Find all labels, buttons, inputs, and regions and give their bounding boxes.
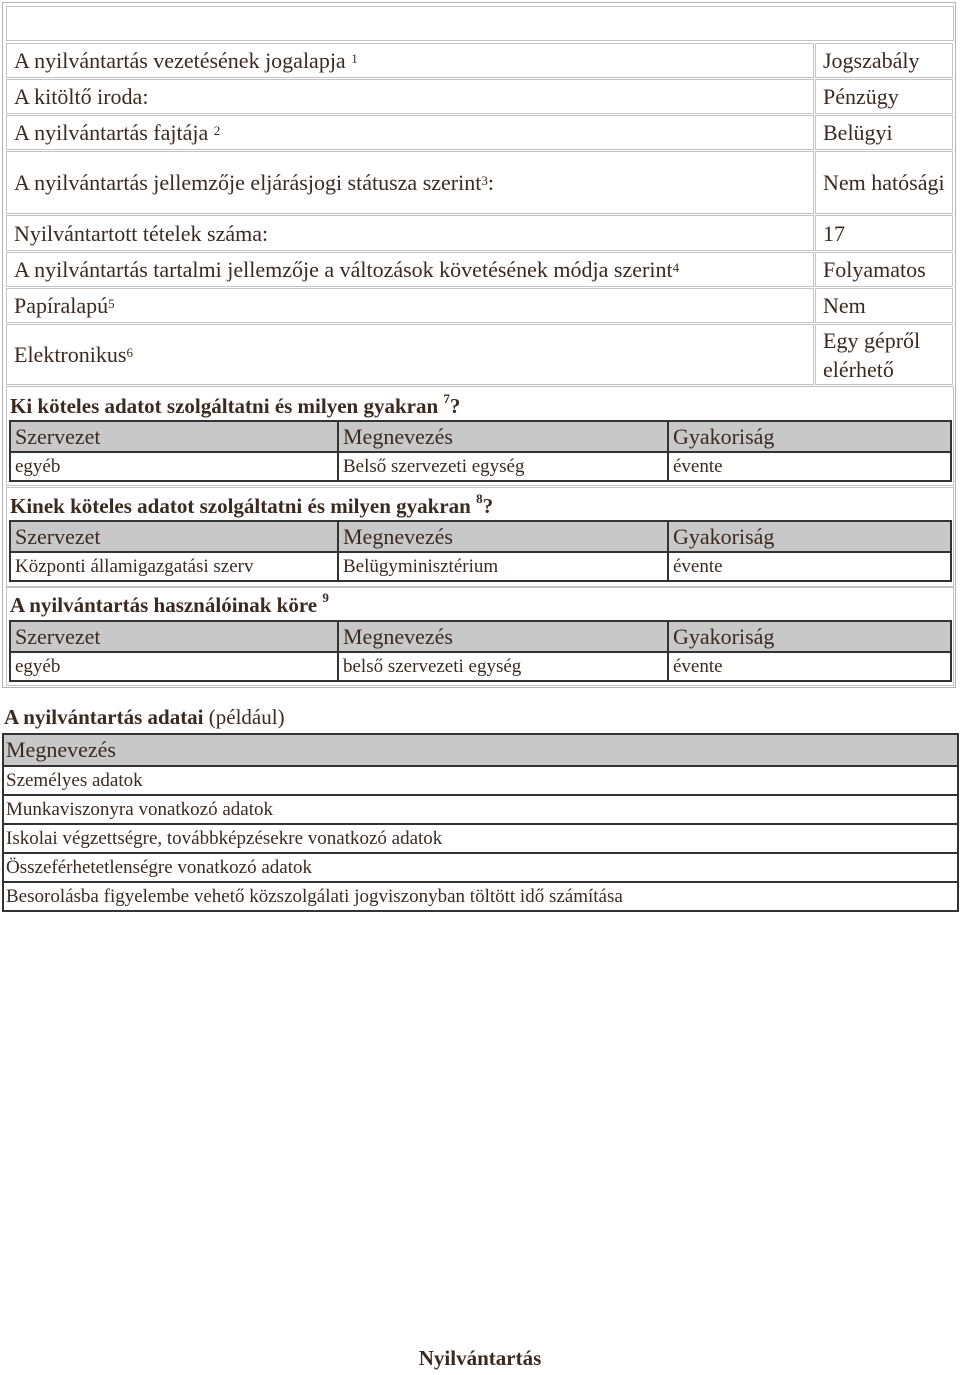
table-row bbox=[3, 795, 958, 824]
table-row bbox=[3, 766, 958, 795]
title-text: Ki köteles adatot szolgáltatni és milyen gyakran bbox=[10, 394, 444, 418]
header-organization: Szervezet bbox=[10, 621, 338, 652]
table-header-row bbox=[10, 521, 951, 552]
row-type-label: A nyilvántartás fajtája $^2$ bbox=[6, 115, 814, 150]
row-paper-label: Papíralapú $^5$ bbox=[6, 288, 814, 323]
row-tracking-label: A nyilvántartás tartalmi jellemzője a változások követésének módja szerint $^4$ bbox=[6, 252, 814, 287]
row-count-value: 17 bbox=[815, 215, 953, 251]
label-suffix: : bbox=[487, 170, 494, 195]
header-frequency: Gyakoriság bbox=[668, 421, 951, 452]
row-electronic-label: Elektronikus $^6$ bbox=[6, 324, 814, 385]
cell-name: Belügyminisztérium bbox=[338, 552, 668, 581]
title-suffix: ? bbox=[482, 494, 494, 518]
data-items-table bbox=[2, 733, 959, 912]
table-header-row bbox=[10, 621, 951, 652]
header-frequency: Gyakoriság bbox=[668, 621, 951, 652]
label-text: A nyilvántartás jellemzője eljárásjogi státusza szerint bbox=[14, 170, 482, 195]
label-text: A nyilvántartás fajtája bbox=[14, 120, 209, 145]
row-electronic-value: Egy gépről elérhető bbox=[815, 324, 953, 385]
section-recipients-table bbox=[9, 520, 952, 582]
data-item: Személyes adatok bbox=[3, 766, 958, 795]
row-tracking-value: Folyamatos bbox=[815, 252, 953, 287]
row-office-label: A kitöltő iroda: bbox=[6, 79, 814, 114]
cell-frequency: évente bbox=[668, 452, 951, 481]
row-legal-basis-value: Jogszabály bbox=[815, 43, 953, 78]
table-row bbox=[10, 452, 951, 481]
title-normal-text: (például) bbox=[203, 705, 285, 729]
table-row bbox=[3, 824, 958, 853]
label-text: A nyilvántartás tartalmi jellemzője a változások követésének módja szerint bbox=[14, 257, 673, 282]
row-legal-basis-label: A nyilvántartás vezetésének jogalapja $^1$ bbox=[6, 43, 814, 78]
footnote-ref: 8 bbox=[476, 491, 483, 506]
section-providers-table bbox=[9, 420, 952, 482]
table-row bbox=[3, 882, 958, 911]
row-count-label: Nyilvántartott tételek száma: bbox=[6, 215, 814, 251]
row-type-value: Belügyi bbox=[815, 115, 953, 150]
cell-name: belső szervezeti egység bbox=[338, 652, 668, 681]
row-status-value: Nem hatósági bbox=[815, 151, 953, 214]
header-name: Megnevezés bbox=[338, 421, 668, 452]
data-item: Munkaviszonyra vonatkozó adatok bbox=[3, 795, 958, 824]
row-status-label: A nyilvántartás jellemzője eljárásjogi státusza szerint $^3$ : bbox=[6, 151, 814, 214]
title-text: A nyilvántartás használóinak köre bbox=[10, 593, 323, 617]
top-empty-bar bbox=[6, 6, 954, 41]
data-item: Besorolásba figyelembe vehető közszolgálati jogviszonyban töltött idő számítása bbox=[3, 882, 958, 911]
cell-frequency: évente bbox=[668, 552, 951, 581]
section-providers-title bbox=[10, 393, 460, 419]
table-row bbox=[10, 652, 951, 681]
data-section-title bbox=[4, 704, 285, 730]
data-item: Összeférhetetlenségre vonatkozó adatok bbox=[3, 853, 958, 882]
cell-organization: Központi államigazgatási szerv bbox=[10, 552, 338, 581]
cell-name: Belső szervezeti egység bbox=[338, 452, 668, 481]
label-text: Papíralapú bbox=[14, 293, 109, 318]
title-suffix: ? bbox=[449, 394, 461, 418]
page-footer-title: Nyilvántartás bbox=[418, 1346, 542, 1370]
label-text: A nyilvántartás vezetésének jogalapja bbox=[14, 48, 346, 73]
label-text: Elektronikus bbox=[14, 342, 127, 367]
header-name: Megnevezés bbox=[338, 621, 668, 652]
table-header-row bbox=[3, 734, 958, 766]
title-bold-text: A nyilvántartás adatai bbox=[4, 705, 204, 729]
header-frequency: Gyakoriság bbox=[668, 521, 951, 552]
row-office-value: Pénzügy bbox=[815, 79, 953, 114]
cell-organization: egyéb bbox=[10, 452, 338, 481]
cell-frequency: évente bbox=[668, 652, 951, 681]
footnote-ref: 7 bbox=[443, 391, 450, 406]
section-recipients-title bbox=[10, 493, 493, 519]
header-organization: Szervezet bbox=[10, 421, 338, 452]
row-paper-value: Nem bbox=[815, 288, 953, 323]
table-row bbox=[10, 552, 951, 581]
cell-organization: egyéb bbox=[10, 652, 338, 681]
header-name: Megnevezés bbox=[338, 521, 668, 552]
header-organization: Szervezet bbox=[10, 521, 338, 552]
title-text: Kinek köteles adatot szolgáltatni és milyen gyakran bbox=[10, 494, 477, 518]
table-header-row bbox=[10, 421, 951, 452]
header-name: Megnevezés bbox=[3, 734, 958, 766]
section-users-table bbox=[9, 620, 952, 682]
table-row bbox=[3, 853, 958, 882]
footnote-ref: 9 bbox=[322, 590, 329, 605]
data-item: Iskolai végzettségre, továbbképzésekre vonatkozó adatok bbox=[3, 824, 958, 853]
section-users-title bbox=[10, 592, 329, 618]
